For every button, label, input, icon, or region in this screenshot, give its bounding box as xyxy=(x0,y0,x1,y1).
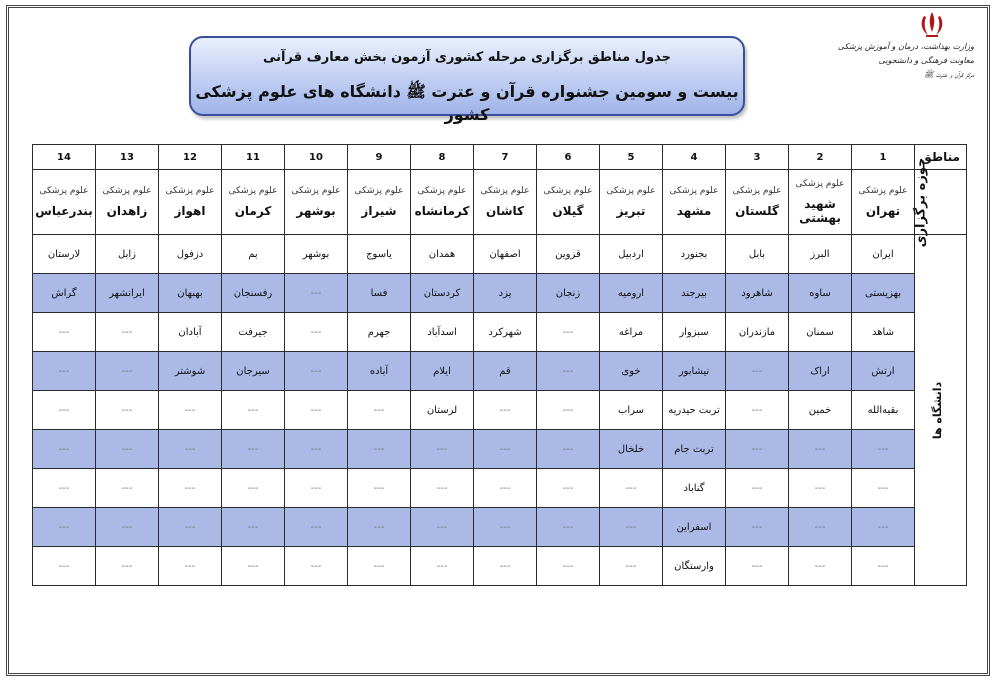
university-cell: بجنورد xyxy=(663,235,726,274)
university-cell: جیرفت xyxy=(222,313,285,352)
host-sub-label: علوم پزشکی xyxy=(480,186,530,196)
host-university: زاهدان xyxy=(106,204,148,218)
regions-table xyxy=(32,144,967,586)
university-cell: مازندران xyxy=(726,313,789,352)
empty-cell: --- xyxy=(222,391,285,430)
empty-cell: --- xyxy=(726,469,789,508)
university-cell: ایران xyxy=(852,235,915,274)
empty-cell: --- xyxy=(474,391,537,430)
university-cell: وارستگان xyxy=(663,547,726,586)
host-cell xyxy=(222,170,285,235)
region-number: 8 xyxy=(411,145,474,170)
empty-cell: --- xyxy=(348,508,411,547)
table-row xyxy=(33,274,967,313)
university-cell: سراب xyxy=(600,391,663,430)
empty-cell: --- xyxy=(411,469,474,508)
university-cell: اسفراین xyxy=(663,508,726,547)
region-number: 14 xyxy=(33,145,96,170)
host-university: گیلان xyxy=(552,204,584,218)
university-cell: ایرانشهر xyxy=(96,274,159,313)
region-number: 4 xyxy=(663,145,726,170)
host-sub-label: علوم پزشکی xyxy=(291,186,341,196)
host-sub-label: علوم پزشکی xyxy=(165,186,215,196)
empty-cell: --- xyxy=(96,547,159,586)
table-row xyxy=(33,469,967,508)
university-cell: شوشتر xyxy=(159,352,222,391)
university-cell: آباده xyxy=(348,352,411,391)
host-university: اهواز xyxy=(174,204,206,218)
university-cell: آبادان xyxy=(159,313,222,352)
host-university: شیراز xyxy=(361,204,397,218)
empty-cell: --- xyxy=(537,313,600,352)
empty-cell: --- xyxy=(474,430,537,469)
empty-cell: --- xyxy=(537,352,600,391)
university-cell: ساوه xyxy=(789,274,852,313)
title-banner xyxy=(189,36,745,124)
empty-cell: --- xyxy=(96,313,159,352)
empty-cell: --- xyxy=(96,469,159,508)
empty-cell: --- xyxy=(537,508,600,547)
empty-cell: --- xyxy=(348,430,411,469)
empty-cell: --- xyxy=(159,430,222,469)
universities-label-cell xyxy=(915,235,967,586)
empty-cell: --- xyxy=(33,313,96,352)
region-number: 6 xyxy=(537,145,600,170)
host-cell xyxy=(726,170,789,235)
host-sub-label: علوم پزشکی xyxy=(669,186,719,196)
empty-cell: --- xyxy=(537,547,600,586)
university-cell: بقیه‌الله xyxy=(852,391,915,430)
empty-cell: --- xyxy=(852,508,915,547)
host-university: تبریز xyxy=(616,204,646,218)
empty-cell: --- xyxy=(33,469,96,508)
host-cell xyxy=(159,170,222,235)
host-university: کرمان xyxy=(234,204,272,218)
host-cell xyxy=(411,170,474,235)
empty-cell: --- xyxy=(33,508,96,547)
empty-cell: --- xyxy=(474,469,537,508)
empty-cell: --- xyxy=(411,547,474,586)
university-cell: رفسنجان xyxy=(222,274,285,313)
host-university: کاشان xyxy=(485,204,525,218)
ministry-line-1: وزارت بهداشت، درمان و آموزش پزشکی xyxy=(837,42,974,51)
empty-cell: --- xyxy=(789,430,852,469)
university-cell: سمنان xyxy=(789,313,852,352)
empty-cell: --- xyxy=(285,391,348,430)
table-row xyxy=(33,547,967,586)
table-row xyxy=(33,313,967,352)
empty-cell: --- xyxy=(411,508,474,547)
empty-cell: --- xyxy=(222,508,285,547)
empty-cell: --- xyxy=(159,391,222,430)
university-cell: خوی xyxy=(600,352,663,391)
empty-cell: --- xyxy=(222,430,285,469)
hosts-row xyxy=(33,170,967,235)
empty-cell: --- xyxy=(852,547,915,586)
university-cell: شاهد xyxy=(852,313,915,352)
empty-cell: --- xyxy=(474,547,537,586)
empty-cell: --- xyxy=(852,430,915,469)
empty-cell: --- xyxy=(411,430,474,469)
host-university: تهران xyxy=(865,204,901,218)
university-cell: همدان xyxy=(411,235,474,274)
host-sub-label: علوم پزشکی xyxy=(39,186,89,196)
university-cell: بیرجند xyxy=(663,274,726,313)
university-cell: نیشابور xyxy=(663,352,726,391)
empty-cell: --- xyxy=(33,547,96,586)
host-sub-label: علوم پزشکی xyxy=(102,186,152,196)
host-sub-label: علوم پزشکی xyxy=(228,186,278,196)
university-cell: قم xyxy=(474,352,537,391)
region-number: 9 xyxy=(348,145,411,170)
university-cell: لارستان xyxy=(33,235,96,274)
host-sub-label: علوم پزشکی xyxy=(417,186,467,196)
university-cell: یزد xyxy=(474,274,537,313)
table-row xyxy=(33,430,967,469)
empty-cell: --- xyxy=(285,469,348,508)
university-cell: شاهرود xyxy=(726,274,789,313)
ministry-letterhead xyxy=(837,40,974,82)
university-cell: سبزوار xyxy=(663,313,726,352)
table-row xyxy=(33,508,967,547)
empty-cell: --- xyxy=(537,391,600,430)
empty-cell: --- xyxy=(33,352,96,391)
region-number: 3 xyxy=(726,145,789,170)
iran-emblem-icon xyxy=(915,10,949,40)
university-cell: بهزیستی xyxy=(852,274,915,313)
university-cell: جهرم xyxy=(348,313,411,352)
university-cell: سیرجان xyxy=(222,352,285,391)
empty-cell: --- xyxy=(33,430,96,469)
empty-cell: --- xyxy=(285,274,348,313)
table-row xyxy=(33,391,967,430)
empty-cell: --- xyxy=(96,430,159,469)
university-cell: اسدآباد xyxy=(411,313,474,352)
host-sub-label: علوم پزشکی xyxy=(858,186,908,196)
empty-cell: --- xyxy=(33,391,96,430)
empty-cell: --- xyxy=(222,547,285,586)
region-number: 11 xyxy=(222,145,285,170)
host-cell xyxy=(789,170,852,235)
empty-cell: --- xyxy=(159,508,222,547)
university-cell: کردستان xyxy=(411,274,474,313)
university-cell: مراغه xyxy=(600,313,663,352)
university-cell: تربت حیدریه xyxy=(663,391,726,430)
empty-cell: --- xyxy=(285,430,348,469)
host-university: بوشهر xyxy=(296,204,336,218)
empty-cell: --- xyxy=(600,508,663,547)
empty-cell: --- xyxy=(348,547,411,586)
empty-cell: --- xyxy=(159,469,222,508)
university-cell: فسا xyxy=(348,274,411,313)
empty-cell: --- xyxy=(726,391,789,430)
host-cell xyxy=(285,170,348,235)
host-sub-label: علوم پزشکی xyxy=(606,186,656,196)
regions-header-row xyxy=(33,145,967,170)
empty-cell: --- xyxy=(789,508,852,547)
ministry-line-3: مرکز قرآن و عترت ﷺ xyxy=(923,70,974,79)
empty-cell: --- xyxy=(285,313,348,352)
university-cell: دزفول xyxy=(159,235,222,274)
universities-label: دانشگاه ها xyxy=(930,381,944,439)
university-cell: اراک xyxy=(789,352,852,391)
university-cell: زابل xyxy=(96,235,159,274)
empty-cell: --- xyxy=(96,391,159,430)
host-cell xyxy=(96,170,159,235)
host-sub-label: علوم پزشکی xyxy=(795,179,845,189)
region-number: 2 xyxy=(789,145,852,170)
university-cell: شهرکرد xyxy=(474,313,537,352)
host-university: مشهد xyxy=(676,204,712,218)
region-number: 7 xyxy=(474,145,537,170)
host-cell xyxy=(348,170,411,235)
empty-cell: --- xyxy=(474,508,537,547)
university-cell: بابل xyxy=(726,235,789,274)
university-cell: بم xyxy=(222,235,285,274)
host-cell xyxy=(663,170,726,235)
empty-cell: --- xyxy=(726,508,789,547)
host-sub-label: علوم پزشکی xyxy=(543,186,593,196)
university-cell: اصفهان xyxy=(474,235,537,274)
empty-cell: --- xyxy=(726,352,789,391)
ministry-line-2: معاونت فرهنگی و دانشجویی xyxy=(878,56,974,65)
university-cell: گراش xyxy=(33,274,96,313)
empty-cell: --- xyxy=(285,547,348,586)
empty-cell: --- xyxy=(96,508,159,547)
empty-cell: --- xyxy=(789,469,852,508)
empty-cell: --- xyxy=(537,430,600,469)
host-university: بندرعباس xyxy=(35,204,93,218)
university-cell: خلخال xyxy=(600,430,663,469)
university-cell: بهبهان xyxy=(159,274,222,313)
university-cell: ایلام xyxy=(411,352,474,391)
empty-cell: --- xyxy=(159,547,222,586)
region-number: 5 xyxy=(600,145,663,170)
university-cell: بوشهر xyxy=(285,235,348,274)
empty-cell: --- xyxy=(285,508,348,547)
empty-cell: --- xyxy=(726,430,789,469)
title-line-1: جدول مناطق برگزاری مرحله کشوری آزمون بخش معارف قرآنی xyxy=(263,50,671,65)
university-cell: اردبیل xyxy=(600,235,663,274)
host-university: شهید بهشتی xyxy=(799,197,841,225)
host-cell xyxy=(600,170,663,235)
host-sub-label: علوم پزشکی xyxy=(354,186,404,196)
empty-cell: --- xyxy=(537,469,600,508)
empty-cell: --- xyxy=(852,469,915,508)
host-sub-label: علوم پزشکی xyxy=(732,186,782,196)
empty-cell: --- xyxy=(348,469,411,508)
region-number: 1 xyxy=(852,145,915,170)
university-cell: خمین xyxy=(789,391,852,430)
empty-cell: --- xyxy=(285,352,348,391)
region-number: 13 xyxy=(96,145,159,170)
region-number: 12 xyxy=(159,145,222,170)
host-cell xyxy=(33,170,96,235)
host-cell xyxy=(474,170,537,235)
table-row xyxy=(33,352,967,391)
university-cell: یاسوج xyxy=(348,235,411,274)
university-cell: تربت جام xyxy=(663,430,726,469)
empty-cell: --- xyxy=(600,547,663,586)
host-university: کرمانشاه xyxy=(414,204,470,218)
university-cell: قزوین xyxy=(537,235,600,274)
host-cell xyxy=(537,170,600,235)
university-cell: لرستان xyxy=(411,391,474,430)
university-cell: ارومیه xyxy=(600,274,663,313)
title-line-2: بیست و سومین جشنواره قرآن و عترت ﷺ دانشگاه های علوم پزشکی کشور xyxy=(195,82,739,124)
regions-label: مناطق xyxy=(915,145,967,170)
empty-cell: --- xyxy=(600,469,663,508)
region-number: 10 xyxy=(285,145,348,170)
empty-cell: --- xyxy=(789,547,852,586)
host-university: گلستان xyxy=(735,204,779,218)
university-cell: گناباد xyxy=(663,469,726,508)
university-cell: زنجان xyxy=(537,274,600,313)
table-row xyxy=(33,235,967,274)
university-cell: ارتش xyxy=(852,352,915,391)
university-cell: البرز xyxy=(789,235,852,274)
empty-cell: --- xyxy=(96,352,159,391)
hosts-label: حوزه برگزاری xyxy=(913,157,929,247)
empty-cell: --- xyxy=(348,391,411,430)
empty-cell: --- xyxy=(726,547,789,586)
empty-cell: --- xyxy=(222,469,285,508)
